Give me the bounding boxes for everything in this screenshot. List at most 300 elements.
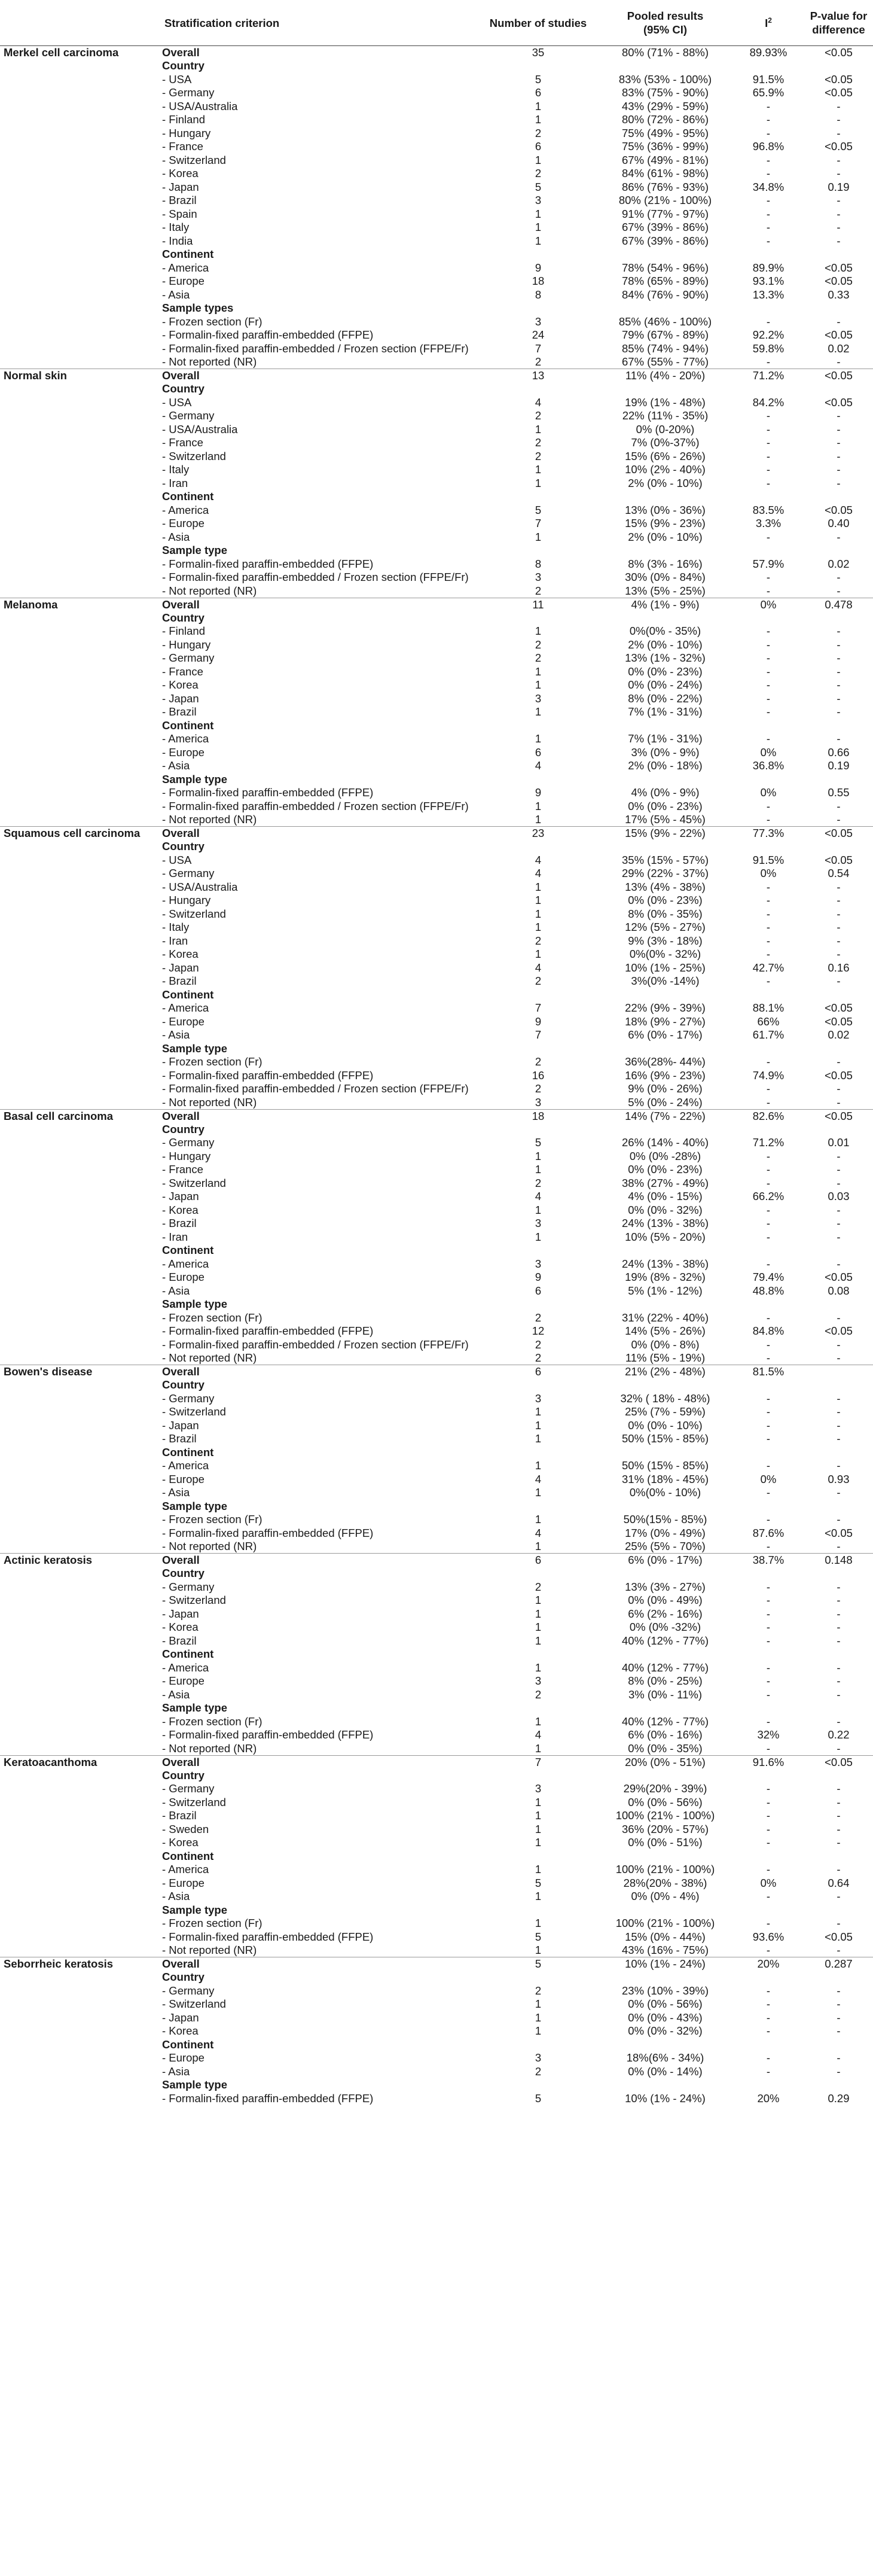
table-row xyxy=(0,261,873,275)
pvalue-cell xyxy=(804,1500,873,1514)
criterion-cell: Sample type xyxy=(162,1701,227,1715)
group-name-cell xyxy=(0,1809,158,1823)
group-name-cell xyxy=(0,1648,158,1661)
pooled-cell: 6% (0% - 17%) xyxy=(598,1554,732,1567)
group-name-cell xyxy=(0,571,158,584)
table-row xyxy=(0,423,873,437)
i2-cell xyxy=(732,1567,804,1581)
i2-cell: 71.2% xyxy=(752,1136,785,1149)
table-row xyxy=(0,1971,873,1984)
group-name-cell xyxy=(0,544,158,558)
group-name-cell xyxy=(0,1904,158,1917)
criterion-cell: Continent xyxy=(162,248,214,261)
pvalue-cell: - xyxy=(837,99,841,112)
table-row xyxy=(0,732,873,746)
pvalue-cell: - xyxy=(837,1082,841,1095)
group-name-cell xyxy=(0,759,158,773)
pooled-cell: 40% (12% - 77%) xyxy=(622,1634,709,1647)
i2-cell: - xyxy=(766,1594,771,1607)
table-row xyxy=(0,705,873,719)
studies-cell: 3 xyxy=(535,692,542,705)
pooled-cell: 100% (21% - 100%) xyxy=(615,1863,715,1876)
i2-cell xyxy=(732,302,804,315)
i2-cell: 79.4% xyxy=(752,1271,785,1284)
criterion-cell: - USA xyxy=(162,395,192,409)
pooled-cell: 3%(0% -14%) xyxy=(631,975,700,988)
studies-cell: 6 xyxy=(535,1284,542,1297)
studies-cell: 1 xyxy=(535,1661,542,1674)
i2-cell: - xyxy=(766,2065,771,2078)
table-row xyxy=(0,1204,873,1217)
pooled-cell: 5% (1% - 12%) xyxy=(628,1284,703,1297)
group-name-cell xyxy=(0,1015,158,1029)
criterion-cell: - Formalin-fixed paraffin-embedded (FFPE) xyxy=(162,557,374,570)
pvalue-cell: - xyxy=(837,1418,841,1432)
pooled-cell: 8% (3% - 16%) xyxy=(628,557,703,570)
pooled-cell: 18%(6% - 34%) xyxy=(626,2051,704,2065)
group-name-cell xyxy=(0,1069,158,1083)
group-name-cell xyxy=(0,881,158,894)
table-row xyxy=(0,665,873,679)
studies-cell: 2 xyxy=(535,1984,542,1997)
criterion-cell: - Frozen section (Fr) xyxy=(162,1715,262,1728)
group-name-cell xyxy=(0,423,158,437)
pooled-cell xyxy=(598,773,732,787)
table-row xyxy=(0,1150,873,1164)
studies-cell: 13 xyxy=(478,369,598,383)
studies-cell xyxy=(478,1042,598,1056)
pooled-cell xyxy=(598,1244,732,1257)
pooled-cell: 0% (0% - 24%) xyxy=(628,678,703,692)
criterion-cell: - Switzerland xyxy=(162,153,226,166)
studies-cell xyxy=(478,302,598,315)
table-row xyxy=(0,167,873,181)
pvalue-cell xyxy=(804,1298,873,1311)
group-name-cell xyxy=(0,1513,158,1527)
i2-cell xyxy=(732,1298,804,1311)
pooled-cell: 43% (29% - 59%) xyxy=(622,99,709,112)
i2-cell: - xyxy=(766,1674,771,1688)
pooled-cell: 19% (8% - 32%) xyxy=(625,1271,706,1284)
group-name-cell xyxy=(0,584,158,598)
pvalue-cell: <0.05 xyxy=(825,275,853,288)
studies-cell: 12 xyxy=(532,1324,545,1338)
criterion-cell: - Not reported (NR) xyxy=(162,1095,257,1109)
pooled-cell: 9% (0% - 26%) xyxy=(628,1082,703,1095)
group-name-cell xyxy=(0,1917,158,1931)
criterion-cell: - USA xyxy=(162,853,192,866)
criterion-cell: - Not reported (NR) xyxy=(162,1741,257,1755)
studies-cell xyxy=(478,773,598,787)
table-row xyxy=(0,1661,873,1675)
pvalue-cell xyxy=(804,382,873,396)
criterion-cell: - America xyxy=(162,1459,209,1472)
table-row xyxy=(0,1055,873,1069)
pooled-cell: 0% (0% - 8%) xyxy=(631,1338,700,1351)
table-row xyxy=(0,235,873,248)
i2-cell: - xyxy=(766,1782,771,1795)
criterion-cell: Continent xyxy=(162,2038,214,2051)
criterion-cell: - Japan xyxy=(162,2011,199,2024)
studies-cell: 2 xyxy=(535,1055,542,1068)
i2-cell: 66.2% xyxy=(752,1190,785,1203)
i2-cell: 42.7% xyxy=(752,961,785,974)
group-name-cell xyxy=(0,1661,158,1675)
studies-cell: 1 xyxy=(535,99,542,112)
table-row xyxy=(0,1015,873,1029)
studies-cell xyxy=(478,1971,598,1984)
table-row xyxy=(0,1998,873,2011)
pooled-cell: 0% (0% - 32%) xyxy=(628,1203,703,1216)
pvalue-cell xyxy=(804,1378,873,1392)
studies-cell: 6 xyxy=(478,1365,598,1379)
group-name-cell xyxy=(0,1311,158,1325)
criterion-cell: Overall xyxy=(158,1957,478,1971)
table-row xyxy=(0,477,873,491)
studies-cell: 1 xyxy=(535,1998,542,2011)
pooled-cell: 13% (3% - 27%) xyxy=(625,1580,706,1593)
pvalue-cell xyxy=(804,1850,873,1864)
group-name-cell xyxy=(0,59,158,73)
table-row xyxy=(0,2051,873,2065)
header-pvalue-line2: difference xyxy=(812,23,865,36)
table-row xyxy=(0,625,873,638)
studies-cell: 1 xyxy=(535,894,542,907)
pvalue-cell: <0.05 xyxy=(825,140,853,153)
table-row xyxy=(0,1082,873,1096)
pvalue-cell xyxy=(804,302,873,315)
group-name-cell xyxy=(0,1042,158,1056)
table-row xyxy=(0,1728,873,1742)
studies-cell: 1 xyxy=(535,113,542,126)
header-row xyxy=(0,0,873,46)
criterion-cell: Country xyxy=(162,1378,204,1391)
criterion-cell: - America xyxy=(162,1863,209,1876)
pooled-cell: 15% (6% - 26%) xyxy=(625,449,706,462)
studies-cell: 1 xyxy=(535,907,542,920)
pooled-cell xyxy=(598,248,732,261)
studies-cell: 1 xyxy=(535,153,542,166)
table-row xyxy=(0,881,873,894)
table-row xyxy=(0,1351,873,1365)
group-name-cell xyxy=(0,302,158,315)
group-name-cell xyxy=(0,1338,158,1352)
pooled-cell: 38% (27% - 49%) xyxy=(622,1176,709,1189)
group-name-cell xyxy=(0,382,158,396)
pooled-cell: 4% (1% - 9%) xyxy=(598,598,732,611)
pooled-cell xyxy=(598,988,732,1002)
studies-cell: 2 xyxy=(535,355,542,368)
studies-cell: 4 xyxy=(535,961,542,974)
i2-cell xyxy=(732,1244,804,1257)
studies-cell: 4 xyxy=(535,1526,542,1539)
studies-cell: 9 xyxy=(535,1271,542,1284)
studies-cell: 1 xyxy=(535,1418,542,1432)
pooled-cell: 0% (0% - 23%) xyxy=(628,1163,703,1176)
table-row xyxy=(0,1257,873,1271)
pooled-cell xyxy=(598,1042,732,1056)
table-row xyxy=(0,719,873,733)
group-name-cell xyxy=(0,988,158,1002)
pvalue-cell: 0.148 xyxy=(804,1554,873,1567)
studies-cell: 1 xyxy=(535,1486,542,1499)
criterion-cell: - Formalin-fixed paraffin-embedded (FFPE) xyxy=(162,1526,374,1539)
i2-cell: 87.6% xyxy=(752,1526,785,1539)
table-body xyxy=(0,46,873,2106)
table-row xyxy=(0,1823,873,1837)
criterion-cell: Country xyxy=(162,1971,204,1984)
group-name-cell xyxy=(0,854,158,867)
pvalue-cell: 0.33 xyxy=(828,288,850,301)
pvalue-cell: - xyxy=(837,530,841,543)
studies-cell: 7 xyxy=(535,517,542,530)
table-row xyxy=(0,1042,873,1056)
criterion-cell: - Japan xyxy=(162,1607,199,1620)
criterion-cell: Country xyxy=(162,1768,204,1782)
pooled-cell: 67% (39% - 86%) xyxy=(622,234,709,247)
pvalue-cell: - xyxy=(837,1338,841,1351)
table-row xyxy=(0,1688,873,1702)
group-name-cell xyxy=(0,248,158,261)
pooled-cell xyxy=(598,1378,732,1392)
pooled-cell: 11% (5% - 19%) xyxy=(625,1351,706,1364)
pvalue-cell: - xyxy=(837,1513,841,1526)
table-row xyxy=(0,678,873,692)
pvalue-cell: - xyxy=(837,153,841,166)
pooled-cell: 10% (5% - 20%) xyxy=(625,1230,706,1243)
group-name-cell xyxy=(0,840,158,854)
group-name-cell xyxy=(0,261,158,275)
i2-cell: 38.7% xyxy=(732,1554,804,1567)
pooled-cell: 8% (0% - 22%) xyxy=(628,692,703,705)
criterion-cell: Country xyxy=(162,59,204,72)
group-name-cell xyxy=(0,504,158,517)
table-row xyxy=(0,328,873,342)
pooled-cell: 84% (76% - 90%) xyxy=(622,288,709,301)
table-row xyxy=(0,1836,873,1850)
pooled-cell: 29%(20% - 39%) xyxy=(623,1782,707,1795)
i2-cell: - xyxy=(766,1391,771,1405)
pvalue-cell: - xyxy=(837,436,841,449)
criterion-cell: - Switzerland xyxy=(162,1405,226,1418)
table-row xyxy=(0,1877,873,1890)
group-name-cell xyxy=(0,1324,158,1338)
group-name-cell xyxy=(0,1998,158,2011)
group-name-cell xyxy=(0,315,158,329)
criterion-cell: - Frozen section (Fr) xyxy=(162,1055,262,1068)
i2-cell: - xyxy=(766,1095,771,1109)
pooled-cell: 0% (0% - 14%) xyxy=(628,2065,703,2078)
i2-cell xyxy=(732,2078,804,2092)
group-name-cell xyxy=(0,934,158,948)
studies-cell: 1 xyxy=(535,665,542,678)
pvalue-cell: - xyxy=(837,1432,841,1445)
header-blank xyxy=(0,0,158,46)
i2-cell: - xyxy=(766,1944,771,1956)
group-name-cell xyxy=(0,1217,158,1231)
criterion-cell: - Formalin-fixed paraffin-embedded (FFPE) xyxy=(162,1068,374,1082)
criterion-cell: - Asia xyxy=(162,1028,190,1042)
criterion-cell: Country xyxy=(162,840,204,853)
table-row xyxy=(0,1405,873,1419)
group-name-cell xyxy=(0,719,158,733)
pooled-cell: 6% (0% - 17%) xyxy=(628,1028,703,1042)
group-name-cell xyxy=(0,2024,158,2038)
pvalue-cell: - xyxy=(837,463,841,476)
criterion-cell: - Formalin-fixed paraffin-embedded (FFPE) xyxy=(162,786,374,799)
pooled-cell: 13% (5% - 25%) xyxy=(625,584,706,597)
pooled-cell xyxy=(598,1769,732,1783)
i2-cell: - xyxy=(766,813,771,826)
pvalue-cell: - xyxy=(837,732,841,745)
group-name-cell xyxy=(0,517,158,531)
pvalue-cell xyxy=(804,544,873,558)
table-row xyxy=(0,59,873,73)
pvalue-cell xyxy=(804,1042,873,1056)
group-name-cell xyxy=(0,813,158,827)
i2-cell: - xyxy=(766,975,771,988)
criterion-cell: - Formalin-fixed paraffin-embedded (FFPE) xyxy=(162,1930,374,1943)
pooled-cell: 7% (1% - 31%) xyxy=(628,705,703,718)
i2-cell: - xyxy=(766,705,771,718)
group-name-cell xyxy=(0,1001,158,1015)
i2-cell: - xyxy=(766,2051,771,2065)
criterion-cell: - Switzerland xyxy=(162,449,226,462)
group-name-cell xyxy=(0,1540,158,1554)
studies-cell xyxy=(478,988,598,1002)
pooled-cell xyxy=(598,719,732,733)
i2-cell: - xyxy=(766,409,771,422)
group-name-cell: Basal cell carcinoma xyxy=(0,1109,158,1123)
studies-cell: 7 xyxy=(478,1755,598,1769)
studies-cell xyxy=(478,490,598,504)
pooled-cell: 40% (12% - 77%) xyxy=(622,1715,709,1728)
studies-cell: 1 xyxy=(535,463,542,476)
studies-cell: 4 xyxy=(535,1728,542,1741)
pooled-cell: 21% (2% - 48%) xyxy=(598,1365,732,1379)
table-row xyxy=(0,1540,873,1554)
pooled-cell: 75% (49% - 95%) xyxy=(622,126,709,139)
pvalue-cell: - xyxy=(837,1809,841,1822)
pvalue-cell: <0.05 xyxy=(825,1271,853,1284)
i2-cell: - xyxy=(766,1257,771,1270)
studies-cell: 1 xyxy=(535,1890,542,1903)
studies-cell: 1 xyxy=(535,625,542,638)
i2-cell: - xyxy=(766,1311,771,1324)
pooled-cell: 83% (53% - 100%) xyxy=(618,72,712,86)
studies-cell: 2 xyxy=(535,934,542,947)
i2-cell: 34.8% xyxy=(752,180,785,193)
table-row xyxy=(0,2024,873,2038)
studies-cell: 5 xyxy=(535,1930,542,1943)
table-row xyxy=(0,1244,873,1257)
i2-cell: - xyxy=(766,1459,771,1472)
criterion-cell: - Asia xyxy=(162,1284,190,1297)
criterion-cell: - Not reported (NR) xyxy=(162,1351,257,1364)
pvalue-cell: - xyxy=(837,1580,841,1593)
table-row xyxy=(0,1769,873,1783)
table-row xyxy=(0,988,873,1002)
i2-cell: 92.2% xyxy=(752,328,785,342)
studies-cell: 1 xyxy=(535,476,542,489)
group-name-cell xyxy=(0,1486,158,1500)
studies-cell: 2 xyxy=(535,975,542,988)
pooled-cell: 100% (21% - 100%) xyxy=(615,1809,715,1822)
group-name-cell xyxy=(0,1984,158,1998)
group-name-cell xyxy=(0,611,158,625)
group-name-cell xyxy=(0,194,158,208)
group-name-cell xyxy=(0,477,158,491)
group-name-cell xyxy=(0,1863,158,1877)
pooled-cell: 0% (0% -32%) xyxy=(629,1621,701,1634)
pooled-cell: 100% (21% - 100%) xyxy=(615,1917,715,1930)
table-row xyxy=(0,584,873,598)
table-row xyxy=(0,1419,873,1433)
studies-cell: 5 xyxy=(535,1876,542,1889)
pooled-cell xyxy=(598,840,732,854)
studies-cell: 2 xyxy=(535,1580,542,1593)
i2-cell: - xyxy=(766,422,771,436)
table-row xyxy=(0,73,873,87)
pvalue-cell: 0.02 xyxy=(828,557,850,570)
pvalue-cell: - xyxy=(837,934,841,947)
criterion-cell: - Switzerland xyxy=(162,1594,226,1607)
pooled-cell: 50% (15% - 85%) xyxy=(622,1432,709,1445)
table-row xyxy=(0,1001,873,1015)
table-row xyxy=(0,1755,873,1769)
i2-cell: - xyxy=(766,921,771,934)
criterion-cell: - Formalin-fixed paraffin-embedded / Frozen section (FFPE/Fr) xyxy=(162,571,469,584)
pvalue-cell: - xyxy=(837,1391,841,1405)
table-row xyxy=(0,975,873,988)
studies-cell: 4 xyxy=(535,1472,542,1485)
pvalue-cell: - xyxy=(837,678,841,692)
studies-cell: 2 xyxy=(535,1338,542,1351)
group-name-cell xyxy=(0,208,158,221)
pvalue-cell: - xyxy=(837,1163,841,1176)
header-i2-base: I xyxy=(765,16,768,29)
group-name-cell xyxy=(0,154,158,168)
i2-cell xyxy=(732,840,804,854)
i2-cell: - xyxy=(766,1351,771,1364)
table-row xyxy=(0,1904,873,1917)
group-name-cell xyxy=(0,948,158,961)
studies-cell: 9 xyxy=(535,261,542,274)
header-pooled-line2: (95% CI) xyxy=(643,23,687,36)
criterion-cell: - Switzerland xyxy=(162,1176,226,1189)
pvalue-cell xyxy=(804,1244,873,1257)
studies-cell xyxy=(478,719,598,733)
criterion-cell: - Formalin-fixed paraffin-embedded (FFPE) xyxy=(162,2091,374,2105)
i2-cell: - xyxy=(766,1418,771,1432)
criterion-cell: Overall xyxy=(158,598,478,611)
group-name-cell xyxy=(0,665,158,679)
studies-cell: 5 xyxy=(535,2091,542,2105)
pvalue-cell xyxy=(804,1123,873,1137)
studies-cell: 1 xyxy=(535,221,542,234)
criterion-cell: - Europe xyxy=(162,1271,204,1284)
group-name-cell xyxy=(0,705,158,719)
pvalue-cell: - xyxy=(837,1257,841,1270)
table-row xyxy=(0,1581,873,1594)
group-name-cell xyxy=(0,73,158,87)
pooled-cell: 85% (74% - 94%) xyxy=(622,342,709,355)
i2-cell: - xyxy=(766,234,771,247)
i2-cell: - xyxy=(766,651,771,665)
table-row xyxy=(0,140,873,154)
pvalue-cell: 0.64 xyxy=(828,1876,850,1889)
studies-cell: 7 xyxy=(535,1001,542,1015)
